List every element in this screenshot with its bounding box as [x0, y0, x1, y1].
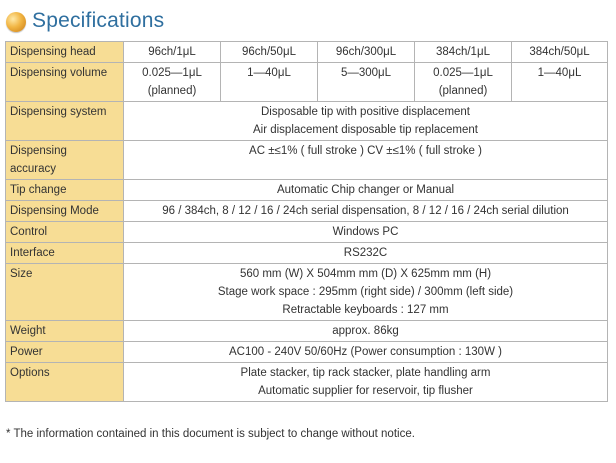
row-label: Dispensing head: [6, 42, 124, 63]
cell-line: Stage work space : 295mm (right side) / 300mm (left side): [217, 286, 514, 298]
table-row-tip-change: [6, 180, 608, 201]
table-row-dispensing-accuracy: [6, 141, 608, 180]
table-row-power: [6, 342, 608, 363]
table-row-dispensing-mode: [6, 201, 608, 222]
table-cell: RS232C: [124, 243, 608, 264]
row-label: Tip change: [6, 180, 124, 201]
specifications-table: [5, 41, 608, 402]
table-cell: 96 / 384ch, 8 / 12 / 16 / 24ch serial dispensation, 8 / 12 / 16 / 24ch serial dilution: [124, 201, 608, 222]
cell-line: 0.025—1μL: [142, 67, 202, 79]
table-cell: AC ±≤1% ( full stroke ) CV ±≤1% ( full stroke ): [124, 141, 608, 180]
row-label: [6, 141, 124, 180]
row-label: Dispensing Mode: [6, 201, 124, 222]
row-label: Power: [6, 342, 124, 363]
page-title: Specifications: [32, 9, 165, 32]
cell-line: Air displacement disposable tip replacement: [252, 124, 478, 136]
row-label: Dispensing volume: [6, 63, 124, 102]
table-cell: [221, 63, 318, 102]
table-cell: Windows PC: [124, 222, 608, 243]
label-line: accuracy: [10, 163, 57, 175]
table-row-dispensing-head: [6, 42, 608, 63]
cell-line: 560 mm (W) X 504mm mm (D) X 625mm mm (H): [239, 268, 492, 280]
table-cell: 384ch/50μL: [512, 42, 608, 63]
table-row-interface: [6, 243, 608, 264]
label-line: Dispensing: [10, 145, 67, 157]
table-cell: [124, 363, 608, 402]
table-cell: 96ch/1μL: [124, 42, 221, 63]
cell-line: Retractable keyboards : 127 mm: [282, 304, 449, 316]
cell-line: 0.025—1μL: [433, 67, 493, 79]
cell-line: 1—40μL: [537, 67, 582, 79]
footnote: * The information contained in this document is subject to change without notice.: [6, 428, 415, 440]
cell-line: 5—300μL: [340, 67, 392, 79]
table-row-control: [6, 222, 608, 243]
row-label: Weight: [6, 321, 124, 342]
table-cell: approx. 86kg: [124, 321, 608, 342]
table-cell: Automatic Chip changer or Manual: [124, 180, 608, 201]
cell-line: Automatic supplier for reservoir, tip flusher: [258, 385, 473, 397]
table-row-size: [6, 264, 608, 321]
cell-line: Disposable tip with positive displacement: [260, 106, 471, 118]
table-row-dispensing-volume: [6, 63, 608, 102]
table-cell: AC100 - 240V 50/60Hz (Power consumption : 130W ): [124, 342, 608, 363]
row-label: Interface: [6, 243, 124, 264]
table-row-dispensing-system: [6, 102, 608, 141]
row-label: Options: [6, 363, 124, 402]
table-cell: [124, 63, 221, 102]
orange-sphere-bullet-icon: [6, 12, 26, 32]
cell-line: (planned): [147, 85, 197, 97]
table-cell: 96ch/300μL: [318, 42, 415, 63]
table-cell: 384ch/1μL: [415, 42, 512, 63]
table-row-options: [6, 363, 608, 402]
table-cell: 96ch/50μL: [221, 42, 318, 63]
cell-line: 1—40μL: [247, 67, 291, 79]
table-cell: [124, 102, 608, 141]
table-row-weight: [6, 321, 608, 342]
table-cell: [124, 264, 608, 321]
cell-line: (planned): [438, 85, 488, 97]
table-cell: [415, 63, 512, 102]
row-label: Size: [6, 264, 124, 321]
row-label: Control: [6, 222, 124, 243]
row-label: Dispensing system: [6, 102, 124, 141]
section-heading: [6, 6, 164, 36]
table-cell: [512, 63, 608, 102]
table-cell: [318, 63, 415, 102]
cell-line: Plate stacker, tip rack stacker, plate handling arm: [240, 367, 491, 379]
